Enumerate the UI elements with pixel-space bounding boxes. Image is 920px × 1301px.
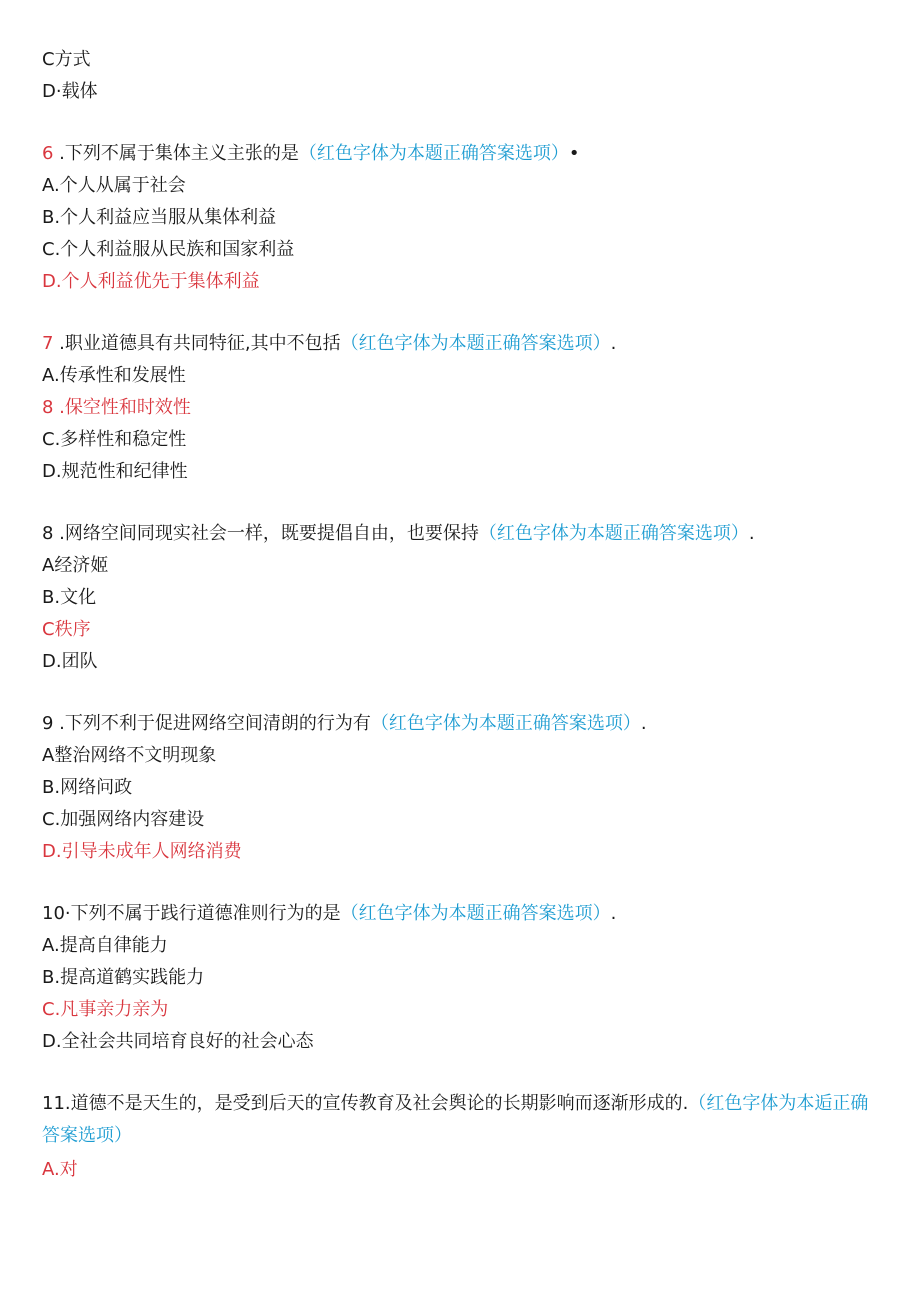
answer-hint: （红色字体为本题正确答案选项） — [298, 143, 569, 164]
option-d: D.全社会共同培育良好的社会心态 — [42, 1031, 314, 1052]
question-number: 6 — [42, 143, 54, 164]
answer-hint: （红色字体为本题正确答案选项） — [478, 523, 749, 544]
question-number: 10· — [42, 903, 71, 924]
question-text: .下列不属于集体主义主张的是 — [53, 143, 299, 164]
prev-question-options — [42, 44, 882, 108]
question-11 — [42, 1088, 882, 1186]
option-b: B.提高道鹤实践能力 — [42, 967, 205, 988]
option-a: A.提高自律能力 — [42, 935, 168, 956]
question-stem — [42, 138, 882, 170]
option-b-correct: 8 .保空性和时效性 — [42, 397, 191, 418]
option-c: C.加强网络内容建设 — [42, 809, 205, 830]
question-6 — [42, 138, 882, 298]
question-10 — [42, 898, 882, 1058]
option-d-correct: D.引导未成年人网络消费 — [42, 841, 242, 862]
option-c: C方式 — [42, 49, 91, 70]
question-text: 下列不属于践行道德准则行为的是 — [70, 903, 341, 924]
option-b: B.文化 — [42, 587, 97, 608]
question-7 — [42, 328, 882, 488]
question-tail: • — [568, 143, 580, 164]
option-a: A整治网络不文明现象 — [42, 745, 217, 766]
question-9 — [42, 708, 882, 868]
option-c-correct: C.凡事亲力亲为 — [42, 999, 169, 1020]
document-page — [42, 44, 882, 1186]
option-b: B.网络问政 — [42, 777, 133, 798]
answer-hint: （红色字体为本题正确答案选项） — [340, 333, 611, 354]
question-text: .职业道德具有共同特征,其中不包括 — [53, 333, 341, 354]
option-d: D.规范性和纪律性 — [42, 461, 188, 482]
answer-hint: （红色字体为本题正确答案选项） — [370, 713, 641, 734]
option-d: D.团队 — [42, 651, 98, 672]
question-number: 8 — [42, 523, 54, 544]
question-stem — [42, 518, 882, 550]
question-text: .下列不利于促进网络空间清朗的行为有 — [53, 713, 371, 734]
option-b: B.个人利益应当服从集体利益 — [42, 207, 277, 228]
question-tail: . — [610, 903, 617, 924]
question-stem — [42, 1088, 872, 1152]
option-d: D·载体 — [42, 81, 98, 102]
question-number: 9 — [42, 713, 54, 734]
question-stem — [42, 328, 882, 360]
option-a: A.个人从属于社会 — [42, 175, 186, 196]
answer-hint: （红色字体为本逅正确答案选项） — [42, 1093, 869, 1146]
option-a: A.传承性和发展性 — [42, 365, 186, 386]
option-d-correct: D.个人利益优先于集体利益 — [42, 271, 260, 292]
question-text: .网络空间同现实社会一样，既要提倡自由，也要保持 — [53, 523, 479, 544]
option-a-correct: A.对 — [42, 1159, 78, 1180]
option-c: C.个人利益服从民族和国家利益 — [42, 239, 295, 260]
question-tail: . — [748, 523, 755, 544]
question-number: 7 — [42, 333, 54, 354]
option-c: C.多样性和稳定性 — [42, 429, 187, 450]
question-tail: . — [610, 333, 617, 354]
question-text: 11.道德不是天生的，是受到后天的宣传教育及社会舆论的长期影响而逐渐形成的. — [42, 1093, 689, 1114]
option-a: A经济姬 — [42, 555, 109, 576]
question-stem — [42, 708, 882, 740]
question-stem — [42, 898, 882, 930]
question-8 — [42, 518, 882, 678]
question-tail: . — [640, 713, 647, 734]
answer-hint: （红色字体为本题正确答案选项） — [340, 903, 611, 924]
option-c-correct: C秩序 — [42, 619, 91, 640]
